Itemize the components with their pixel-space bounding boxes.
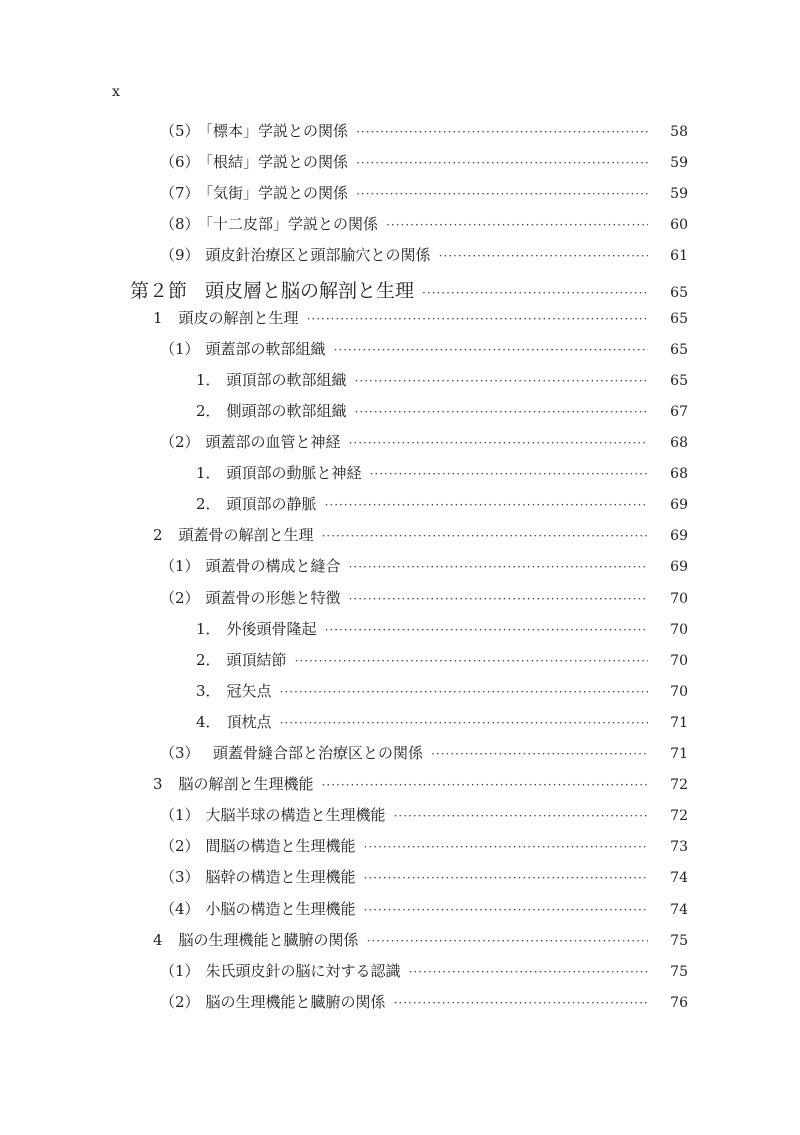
toc-entry-number: 第２節: [130, 279, 188, 302]
toc-entry-label: [160, 120, 356, 141]
toc-entry-title: 頭蓋骨縫合部と治療区との関係: [198, 744, 424, 762]
toc-entry-title: 脳の生理機能と臓腑の関係: [178, 930, 359, 949]
toc-section-heading[interactable]: [130, 276, 688, 300]
dot-leader: [439, 249, 648, 263]
dot-leader: [334, 343, 648, 357]
dot-leader: [364, 903, 648, 917]
toc-entry-page: 70: [670, 683, 688, 700]
toc-entry-label: [160, 338, 334, 359]
toc-entry[interactable]: [196, 369, 688, 393]
dot-leader: [364, 840, 648, 854]
toc-entry-title: 頭頂結節: [226, 650, 287, 669]
toc-entry-title: 頭蓋部の血管と神経: [205, 433, 341, 451]
toc-entry-label: [160, 742, 431, 763]
toc-entry-number: 1．: [196, 464, 221, 483]
dot-leader: [367, 934, 648, 948]
toc-entry-label: [160, 898, 364, 919]
toc-entry[interactable]: [196, 618, 688, 642]
dot-leader: [386, 218, 648, 232]
toc-entry-label: [160, 151, 356, 172]
toc-entry[interactable]: [160, 991, 688, 1015]
toc-entry-label: [153, 773, 322, 794]
toc-entry[interactable]: [196, 680, 688, 704]
toc-entry[interactable]: [196, 462, 688, 486]
toc-entry-number: 1: [153, 308, 163, 327]
toc-entry-page: 72: [670, 808, 688, 825]
toc-entry-number: 4: [153, 930, 163, 949]
toc-entry-number: （1）: [160, 806, 200, 825]
toc-entry-label: [196, 618, 325, 639]
toc-entry[interactable]: [196, 711, 688, 735]
toc-entry-page: 71: [670, 714, 688, 731]
toc-entry-title: 頭蓋骨の解剖と生理: [178, 526, 314, 545]
toc-entry-title: 朱氏頭皮針の脳に対する認識: [205, 961, 401, 980]
toc-entry-title: 「気街」学説との関係: [205, 184, 349, 203]
toc-entry-label: [160, 804, 394, 825]
toc-entry-title: 頭頂部の軟部組織: [226, 370, 347, 389]
toc-entry-number: （5）: [160, 122, 200, 140]
toc-entry[interactable]: [160, 835, 688, 859]
toc-entry-number: （1）: [160, 339, 200, 358]
dot-leader: [394, 809, 648, 823]
toc-entry-page: 70: [670, 652, 688, 669]
toc-entry-number: （2）: [160, 992, 200, 1011]
toc-entry-title: 側頭部の軟部組織: [226, 401, 347, 420]
toc-entry-label: [160, 866, 364, 887]
toc-entry-number: 4．: [196, 712, 221, 731]
toc-entry[interactable]: [196, 493, 688, 517]
toc-entry-label: [160, 244, 439, 265]
toc-entry[interactable]: [160, 742, 688, 766]
dot-leader: [325, 498, 648, 512]
toc-entry-label: [196, 400, 355, 421]
toc-entry[interactable]: [160, 120, 688, 144]
toc-entry-number: 1．: [196, 619, 221, 638]
toc-entry-page: 69: [670, 559, 688, 576]
toc-entry-title: 脳幹の構造と生理機能: [205, 868, 356, 887]
toc-entry-title: 脳の解剖と生理機能: [178, 775, 314, 794]
dot-leader: [349, 592, 648, 606]
dot-leader: [325, 623, 648, 637]
dot-leader: [349, 560, 648, 574]
dot-leader: [370, 467, 648, 481]
dot-leader: [364, 871, 648, 885]
toc-entry[interactable]: [160, 866, 688, 890]
toc-entry-label: [153, 307, 307, 328]
toc-entry[interactable]: [153, 524, 688, 548]
dot-leader: [422, 286, 648, 300]
toc-entry-number: 3: [153, 775, 163, 794]
toc-entry-title: 頭蓋部の軟部組織: [205, 339, 326, 358]
dot-leader: [394, 996, 648, 1010]
toc-entry-label: [160, 555, 349, 576]
toc-entry-page: 61: [670, 248, 688, 265]
dot-leader: [322, 529, 648, 543]
toc-entry-page: 73: [670, 839, 688, 856]
toc-entry[interactable]: [160, 431, 688, 455]
toc-entry[interactable]: [153, 929, 688, 953]
toc-entry-label: [160, 213, 386, 234]
toc-entry-number: （1）: [160, 557, 200, 576]
toc-entry[interactable]: [153, 307, 688, 331]
toc-entry-number: 2: [153, 526, 163, 545]
toc-entry-title: 頭皮の解剖と生理: [178, 308, 299, 327]
toc-entry-page: 76: [670, 994, 688, 1011]
dot-leader: [355, 405, 648, 419]
toc-entry[interactable]: [160, 587, 688, 611]
toc-entry-number: （2）: [160, 433, 200, 451]
toc-entry-label: [160, 991, 394, 1012]
toc-entry[interactable]: [160, 213, 688, 237]
toc-entry-label: [153, 524, 322, 545]
toc-entry-page: 71: [670, 746, 688, 762]
toc-entry-page: 65: [670, 284, 688, 301]
page-folio: x: [112, 84, 120, 100]
toc-entry-title: 頭頂部の動脈と神経: [226, 464, 362, 483]
toc-entry[interactable]: [153, 773, 688, 797]
toc-entry-title: 間脳の構造と生理機能: [205, 837, 356, 856]
toc-entry-page: 59: [670, 186, 688, 203]
toc-entry-label: [160, 587, 349, 608]
toc-entry-label: [160, 960, 409, 981]
toc-entry-number: （6）: [160, 153, 200, 172]
toc-entry-label: [160, 835, 364, 856]
toc-entry-label: [196, 493, 325, 514]
toc-entry-title: 小脳の構造と生理機能: [205, 899, 356, 918]
toc-entry-title: 「十二皮部」学説との関係: [205, 215, 379, 234]
toc-entry-number: （2）: [160, 588, 200, 607]
dot-leader: [280, 716, 648, 730]
toc-entry-page: 65: [670, 310, 688, 327]
toc-entry-title: 大脳半球の構造と生理機能: [205, 806, 386, 825]
toc-entry-title: 「根結」学説との関係: [205, 153, 349, 172]
toc-entry[interactable]: [160, 182, 688, 206]
dot-leader: [322, 778, 648, 792]
dot-leader: [355, 374, 648, 388]
toc-entry-page: 65: [670, 341, 688, 358]
dot-leader: [409, 965, 648, 979]
toc-entry-number: 2．: [196, 495, 221, 514]
dot-leader: [356, 125, 648, 139]
dot-leader: [307, 312, 648, 326]
toc-entry-label: [153, 929, 367, 950]
toc-entry-number: 1．: [196, 370, 221, 389]
toc-entry-title: 頭頂部の静脈: [226, 495, 317, 514]
toc-entry-label: [160, 182, 356, 203]
toc-entry-title: 頭皮層と脳の解剖と生理: [205, 279, 415, 302]
toc-entry[interactable]: [160, 244, 688, 268]
toc-entry[interactable]: [160, 804, 688, 828]
toc-entry-number: （8）: [160, 215, 200, 234]
toc-entry-number: 2．: [196, 401, 221, 420]
toc-entry[interactable]: [160, 151, 688, 175]
toc-entry-page: 58: [670, 124, 688, 140]
dot-leader: [431, 747, 648, 761]
dot-leader: [356, 156, 648, 170]
toc-entry-page: 69: [670, 528, 688, 545]
toc-entry-number: 2．: [196, 650, 221, 669]
toc-entry-label: [130, 276, 422, 303]
toc-entry-number: （2）: [160, 837, 200, 856]
toc-entry-number: （9）: [160, 246, 200, 265]
toc-entry-label: [196, 462, 370, 483]
toc-entry-number: 3．: [196, 681, 221, 700]
toc-entry-page: 75: [670, 932, 688, 949]
toc-entry-number: （1）: [160, 961, 200, 980]
toc-entry-title: 頭蓋骨の構成と縫合: [205, 557, 341, 576]
toc-entry-label: [196, 711, 280, 732]
toc-entry-title: 外後頭骨隆起: [226, 619, 317, 638]
toc-entry[interactable]: [160, 555, 688, 579]
dot-leader: [356, 187, 648, 201]
toc-entry[interactable]: [160, 898, 688, 922]
dot-leader: [280, 685, 648, 699]
toc-entry-page: 65: [670, 372, 688, 389]
toc-entry-page: 70: [670, 590, 688, 607]
toc-entry-number: （3）: [160, 868, 200, 887]
toc-entry-page: 60: [670, 217, 688, 234]
toc-entry-label: [196, 680, 280, 701]
toc-entry-page: 74: [670, 870, 688, 887]
toc-entry-title: 「標本」学説との関係: [205, 122, 349, 140]
toc-entry-page: 69: [670, 497, 688, 514]
toc-entry-number: （4）: [160, 899, 200, 918]
toc-entry[interactable]: [160, 960, 688, 984]
toc-entry-label: [196, 649, 295, 670]
toc-entry[interactable]: [196, 400, 688, 424]
toc-entry-number: （3）: [160, 744, 193, 762]
toc-entry[interactable]: [160, 338, 688, 362]
toc-entry-title: 頂枕点: [226, 712, 272, 731]
dot-leader: [349, 436, 648, 450]
toc-entry-label: [160, 431, 349, 452]
toc-entry-page: 59: [670, 155, 688, 172]
dot-leader: [295, 654, 648, 668]
toc-entry-page: 68: [670, 435, 688, 451]
toc-entry-title: 冠矢点: [226, 681, 272, 700]
toc-entry-page: 72: [670, 777, 688, 794]
toc-entry-page: 67: [670, 403, 688, 420]
toc-entry-title: 頭皮針治療区と頭部腧穴との関係: [205, 246, 431, 265]
toc-entry-title: 頭蓋骨の形態と特徴: [205, 588, 341, 607]
toc-entry-label: [196, 369, 355, 390]
toc-entry-page: 74: [670, 901, 688, 918]
toc-entry-title: 脳の生理機能と臓腑の関係: [205, 992, 386, 1011]
toc-entry-page: 68: [670, 466, 688, 483]
toc-entry-page: 75: [670, 963, 688, 980]
toc-entry-page: 70: [670, 621, 688, 638]
toc-entry-number: （7）: [160, 184, 200, 203]
toc-entry[interactable]: [196, 649, 688, 673]
